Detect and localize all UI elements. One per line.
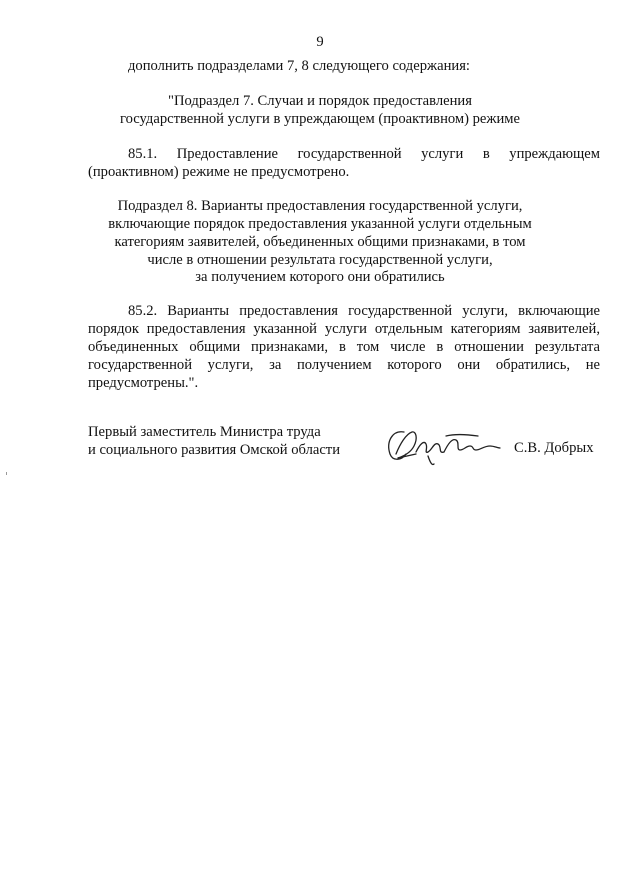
paragraph-85-1-line-1: 85.1. Предоставление государственной услуги в упреждающем — [128, 146, 600, 162]
subsection7-heading-line-2: государственной услуги в упреждающем (проактивном) режиме — [119, 111, 521, 127]
scan-edge-mark — [6, 472, 7, 475]
signatory-position-line-2: и социального развития Омской области — [88, 442, 340, 458]
paragraph-85-2-line-1: 85.2. Варианты предоставления государственной услуги, включающие — [128, 303, 600, 319]
subsection8-heading-line-1: Подраздел 8. Варианты предоставления государственной услуги, — [117, 198, 523, 214]
subsection8-heading-line-5: за получением которого они обратились — [195, 269, 445, 285]
page-number: 9 — [316, 34, 324, 50]
signatory-name: С.В. Добрых — [514, 440, 594, 456]
intro-text: дополнить подразделами 7, 8 следующего содержания: — [128, 58, 470, 74]
paragraph-85-2-line-5: предусмотрены.". — [88, 375, 199, 391]
paragraph-85-2-line-3: объединенных общими признаками, в том числе в отношении результата — [88, 339, 600, 355]
subsection8-heading-line-3: категориям заявителей, объединенных общими признаками, в том — [114, 234, 526, 250]
handwritten-signature-icon — [382, 424, 504, 468]
paragraph-85-2-line-4: государственной услуги, за получением которого они обратились, не — [88, 357, 600, 373]
subsection7-heading-line-1: "Подраздел 7. Случаи и порядок предоставления — [168, 93, 472, 109]
signatory-position-line-1: Первый заместитель Министра труда — [88, 424, 321, 440]
subsection8-heading-line-2: включающие порядок предоставления указанной услуги отдельным — [108, 216, 532, 232]
paragraph-85-1-line-2: (проактивном) режиме не предусмотрено. — [88, 164, 350, 180]
subsection8-heading-line-4: числе в отношении результата государственной услуги, — [147, 252, 493, 268]
paragraph-85-2-line-2: порядок предоставления указанной услуги отдельным категориям заявителей, — [88, 321, 600, 337]
